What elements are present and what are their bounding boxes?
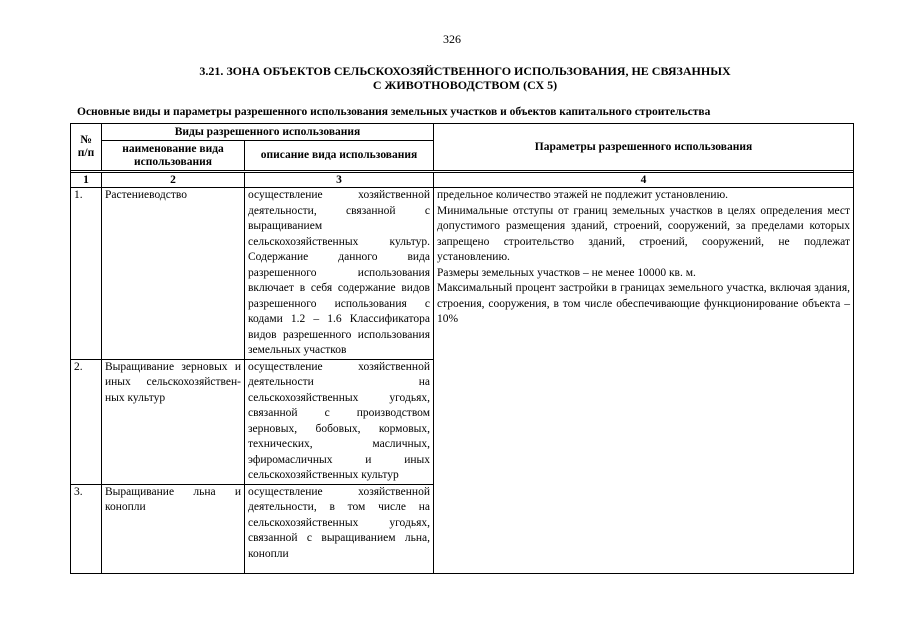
use-name: Растениеводство [102, 188, 245, 360]
section-title-line1: 3.21. ЗОНА ОБЪЕКТОВ СЕЛЬСКОХОЗЯЙСТВЕННОГО ИСПОЛЬЗОВАНИЯ, НЕ СВЯЗАННЫХ [199, 64, 731, 78]
header-num: № п/п [71, 124, 102, 171]
parameter-text: Минимальные отступы от границ земельных участков в целях определения мест допустимого размещения зданий, строений, сооружений, за пределами которых запрещено строительство зданий, строений, сооружений, не подлежат установлению. [437, 204, 850, 263]
parameter-text: Максимальный процент застройки в границах земельного участка, включая здания, строения, сооружения, в том числе обеспечивающие функционирование объекта – 10% [437, 282, 850, 325]
use-description: осуществление хозяйственной деятельности на сельскохозяйственных угодьях, связанной с производством зерновых, бобовых, кормовых, технических, масличных, эфиромасличных и иных сельскохозяйственных культур [245, 359, 434, 484]
section-title [150, 64, 780, 92]
header-use-name: наименование вида использования [102, 141, 245, 171]
row-num: 2. [71, 359, 102, 484]
use-description: осуществление хозяйственной деятельности, в том числе на сельскохозяйственных угодьях, связанной с выращиванием льна, конопли [245, 484, 434, 573]
column-number: 1 [71, 173, 102, 188]
use-name: Выращивание зерновых и иных сельскохозяйствен-ных культур [102, 359, 245, 484]
parameters-cell [434, 188, 854, 574]
use-name: Выращивание льна и конопли [102, 484, 245, 573]
table-row [71, 188, 854, 360]
header-uses-group: Виды разрешенного использования [102, 124, 434, 141]
row-num: 1. [71, 188, 102, 360]
table-caption: Основные виды и параметры разрешенного использования земельных участков и объектов капитального строительства [77, 106, 711, 118]
column-number: 2 [102, 173, 245, 188]
section-title-line2: С ЖИВОТНОВОДСТВОМ (СХ 5) [372, 78, 558, 92]
header-parameters: Параметры разрешенного использования [434, 124, 854, 171]
column-number: 3 [245, 173, 434, 188]
page-number: 326 [443, 32, 461, 46]
header-use-description: описание вида использования [245, 141, 434, 171]
column-number: 4 [434, 173, 854, 188]
row-num: 3. [71, 484, 102, 573]
column-numbers-row [71, 173, 854, 188]
land-use-table [70, 123, 854, 574]
use-description: осуществление хозяйственной деятельности, связанной с выращиванием сельскохозяйственных культур. Содержание данного вида разрешенного использования включает в себя содержание видов разрешенного использования с кодами 1.2 – 1.6 Классификатора видов разрешенного использования земельных участков [245, 188, 434, 360]
parameter-text: предельное количество этажей не подлежит установлению. [437, 189, 729, 201]
parameter-text: Размеры земельных участков – не менее 10000 кв. м. [437, 266, 696, 279]
